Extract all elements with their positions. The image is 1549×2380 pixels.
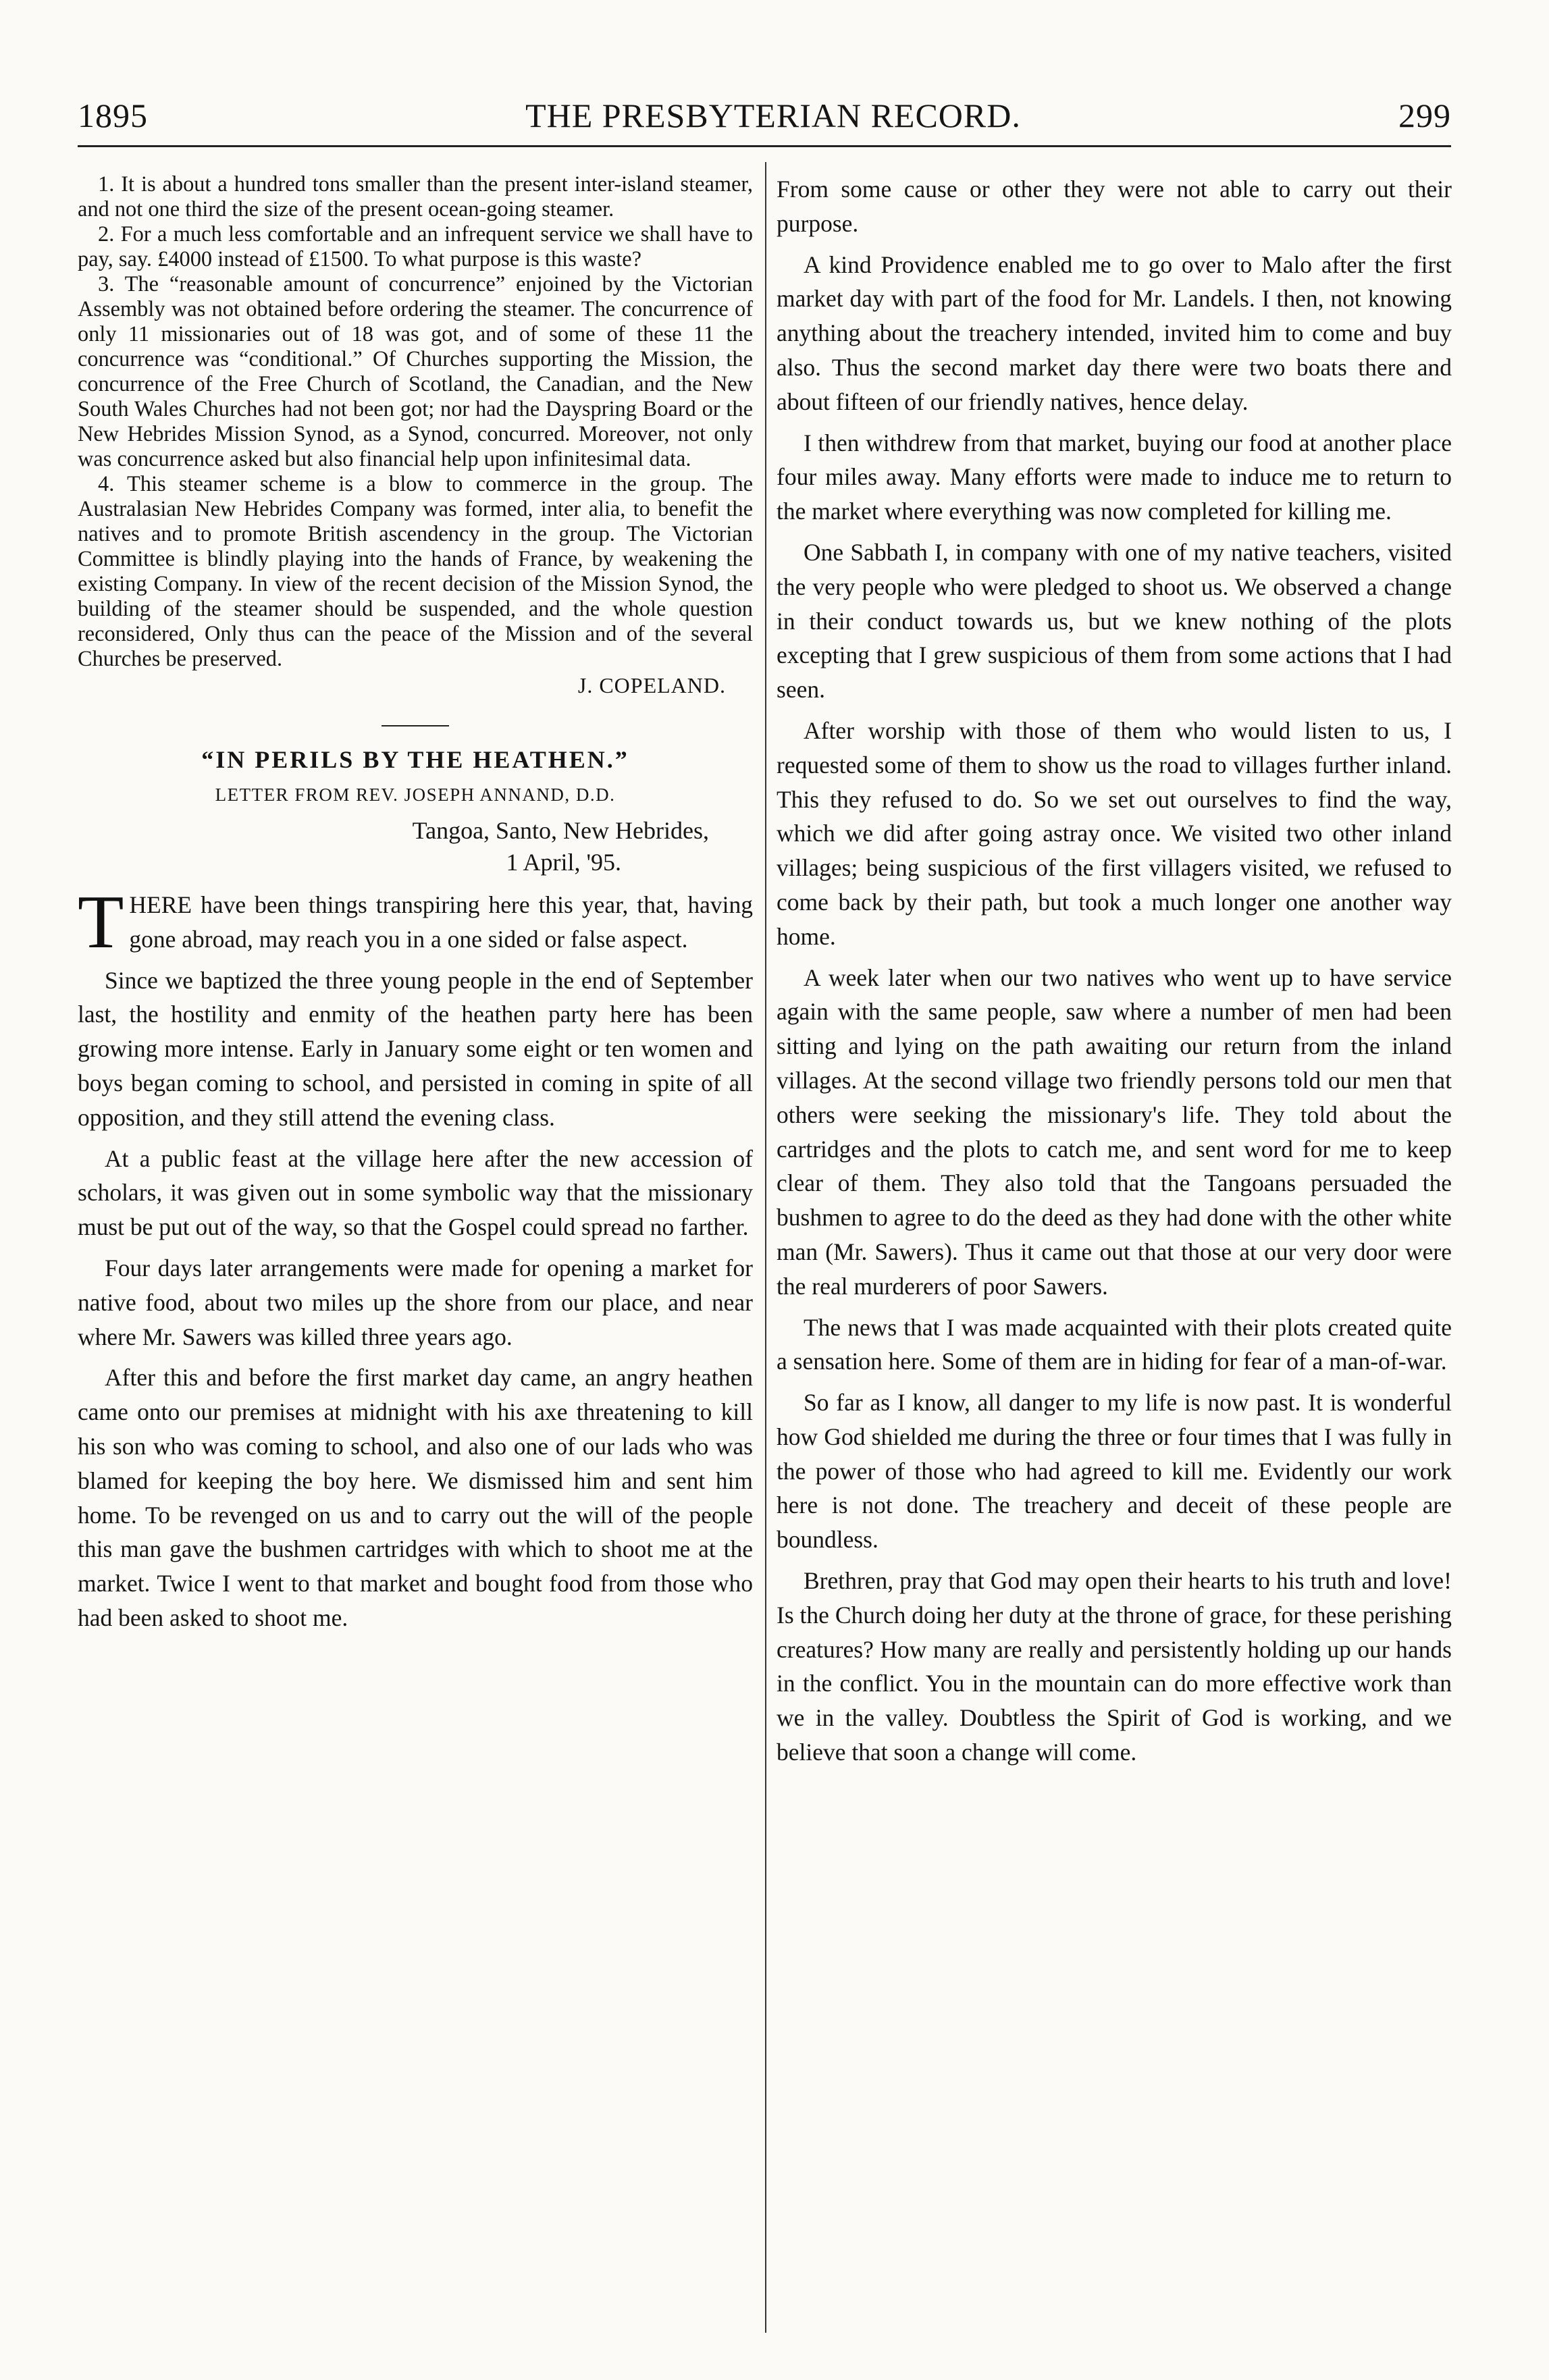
left-paragraph-3: Four days later arrangements were made for opening a market for native food, about two miles up the shore from our place, and near where Mr. Sawers was killed three years ago. — [78, 1254, 753, 1350]
right-paragraph-8: Brethren, pray that God may open their hearts to his truth and love! Is the Church doing her duty at the throne of grace, for these perishing creatures? How many are really and persistently holding up our hands in the conflict. You in the mountain can do more effective work than we in the valley. Doubtless the Spirit of God is working, and we believe that soon a change will come. — [777, 1567, 1452, 1766]
right-paragraph-1: A kind Providence enabled me to go over to Malo after the first market day with part of the food for Mr. Landels. I then, not knowing anything about the treachery intended, invited him to come and buy also. Thus the second market day there were two boats there and about fifteen of our friendly natives, hence delay. — [777, 250, 1452, 415]
article-subtitle: LETTER FROM REV. JOSEPH ANNAND, D.D. — [215, 785, 616, 805]
right-column — [777, 172, 1452, 1776]
point-2: 2. For a much less comfortable and an infrequent service we shall have to pay, say. £4000 instead of £1500. To what purpose is this waste? — [78, 222, 753, 271]
left-column — [78, 172, 753, 1642]
right-paragraph-4: After worship with those of them who would listen to us, I requested some of them to show us the road to villages further inland. This they refused to do. So we set out ourselves to find the way, which we did after going astray once. We visited two other inland villages; being suspicious of the first villagers visited, we refused to come back by their path, but took a much longer one another way home. — [777, 716, 1452, 950]
header-page-number: 299 — [1398, 97, 1451, 134]
header-title: THE PRESBYTERIAN RECORD. — [525, 97, 1021, 134]
point-3: 3. The “reasonable amount of concurrence” enjoined by the Victorian Assembly was not obtained before ordering the steamer. The concurrence of only 11 missionaries out of 18 was got, and of some of these 11 the concurrence was “conditional.” Of Churches supporting the Mission, the concurrence of the Free Church of Scotland, the Canadian, and the New South Wales Churches had not been got; nor had the Dayspring Board or the New Hebrides Mission Synod, as a Synod, concurred. Moreover, not only was concurrence asked but also financial help upon infinitesimal data. — [78, 272, 753, 471]
left-paragraph-1: Since we baptized the three young people in the end of September last, the hostility and enmity of the heathen party here has been growing more intense. Early in January some eight or ten women and boys began coming to school, and persisted in coming in spite of all opposition, and they still attend the evening class. — [78, 966, 753, 1131]
letter-place: Tangoa, Santo, New Hebrides, — [412, 817, 709, 844]
point-1: 1. It is about a hundred tons smaller than the present inter-island steamer, and not one third the size of the present ocean-going steamer. — [78, 172, 753, 221]
column-divider — [765, 162, 766, 2333]
right-paragraph-6: The news that I was made acquainted with their plots created quite a sensation here. Some of them are in hiding for fear of a man-of-war. — [777, 1313, 1452, 1375]
left-paragraph-2: At a public feast at the village here after the new accession of scholars, it was given out in some symbolic way that the missionary must be put out of the way, so that the Gospel could spread no farther. — [78, 1144, 753, 1241]
right-paragraph-3: One Sabbath I, in company with one of my native teachers, visited the very people who were pledged to shoot us. We observed a change in their conduct towards us, but we knew nothing of the plots excepting that I grew suspicious of them from some actions that I had seen. — [777, 538, 1452, 704]
left-paragraph-4: After this and before the first market day came, an angry heathen came onto our premises at midnight with his axe threatening to kill his son who was coming to school, and also one of our lads who was blamed for keeping the boy here. We dismissed him and sent him home. To be revenged on us and to carry out the will of the people this man gave the bushmen cartridges with which to shoot me at the market. Twice I went to that market and bought food from those who had been asked to shoot me. — [78, 1364, 753, 1631]
header-rule — [78, 145, 1451, 147]
right-paragraph-7: So far as I know, all danger to my life is now past. It is wonderful how God shielded me during the three or four times that I was fully in the power of those who had agreed to kill me. Evidently our work here is not done. The treachery and deceit of these people are boundless. — [777, 1389, 1452, 1554]
header-year: 1895 — [78, 97, 148, 134]
point-4: 4. This steamer scheme is a blow to commerce in the group. The Australasian New Hebrides Company was formed, inter alia, to benefit the natives and to promote British ascendency in the group. The Victorian Committee is blindly playing into the hands of France, by weakening the existing Company. In view of the recent decision of the Mission Synod, the building of the steamer should be suspended, and the whole question reconsidered, Only thus can the peace of the Mission and of the several Churches be preserved. — [78, 472, 753, 671]
page-header — [78, 81, 1451, 135]
first-paragraph — [78, 880, 753, 964]
signature: J. COPELAND. — [577, 673, 726, 697]
right-paragraph-2: I then withdrew from that market, buying our food at another place four miles away. Many efforts were made to induce me to return to the market where everything was now completed for killing me. — [777, 429, 1452, 525]
first-paragraph-text: HERE have been things transpiring here this year, that, having gone abroad, may reach you in a one sided or false aspect. — [129, 891, 753, 953]
drop-cap: T — [78, 880, 124, 964]
continuation-paragraph: From some cause or other they were not able to carry out their purpose. — [777, 176, 1452, 237]
section-divider — [382, 725, 449, 726]
right-paragraph-5: A week later when our two natives who went up to have service again with the same people, saw where a number of men had been sitting and lying on the path awaiting our return from the inland villages. At the second village two friendly persons told our men that others were seeking the missionary's life. They told about the cartridges and the plots to catch me, and sent word for me to keep clear of them. They also told that the Tangoans persuaded the bushmen to agree to do the deed as they had done with the other white man (Mr. Sawers). Thus it came out that those at our very door were the real murderers of poor Sawers. — [777, 963, 1452, 1300]
letter-date: 1 April, '95. — [506, 849, 621, 876]
article-title: “IN PERILS BY THE HEATHEN.” — [201, 746, 629, 773]
